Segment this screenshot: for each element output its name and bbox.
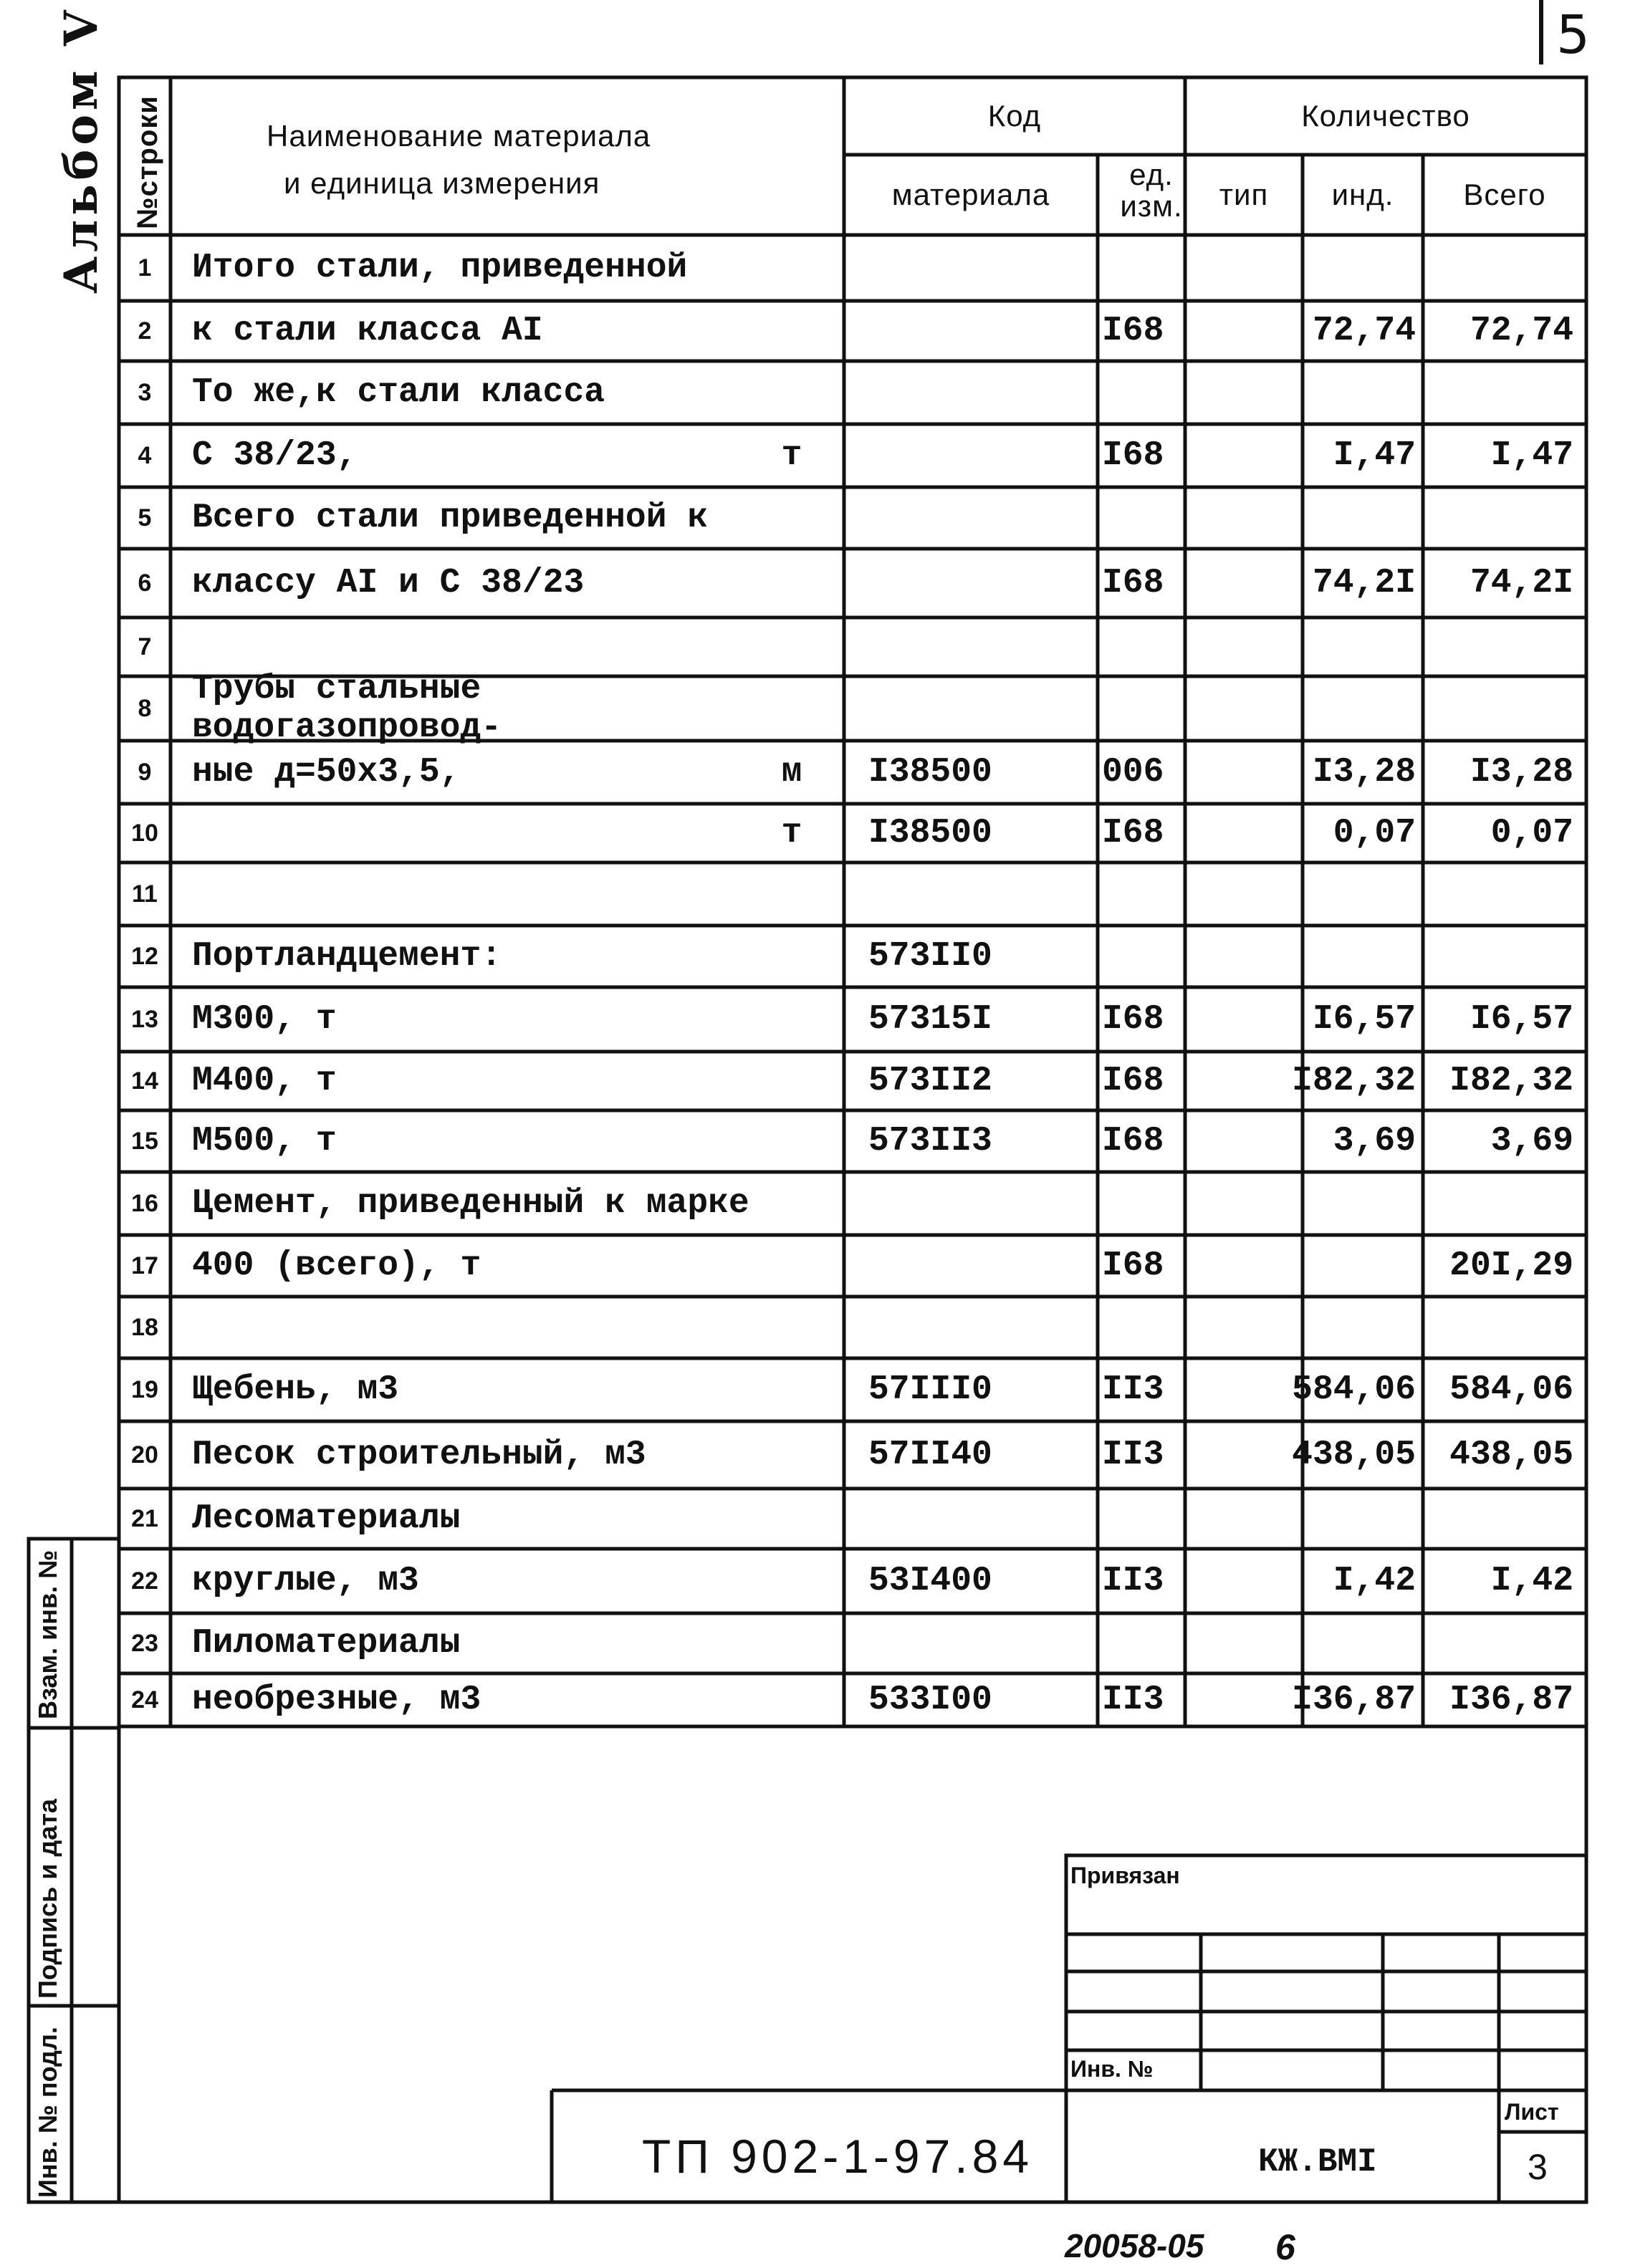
footer-page-number: 6 [1275, 2227, 1295, 2267]
row-number: 14 [131, 1067, 158, 1095]
row-number: 12 [131, 942, 158, 970]
unit-code [1098, 676, 1185, 741]
material-code: I38500 [868, 753, 992, 792]
footer-doc-number: 20058-05 [1065, 2227, 1204, 2264]
material-code [844, 1489, 1098, 1549]
qty-total [1423, 487, 1586, 549]
material-code [844, 862, 1098, 926]
material-code: 53I400 [868, 1562, 992, 1600]
qty-total [1423, 361, 1586, 424]
material-code: 573II2 [868, 1062, 992, 1100]
qty-ind: I6,57 [1312, 1000, 1416, 1039]
unit-symbol [745, 361, 838, 424]
unit-code [1098, 1489, 1185, 1549]
row-number: 15 [131, 1127, 158, 1155]
qty-total [1423, 235, 1586, 301]
unit-symbol [745, 1172, 838, 1235]
material-name: Лесоматериалы [192, 1499, 461, 1538]
qty-total: I3,28 [1470, 753, 1573, 792]
unit-code [1098, 1172, 1185, 1235]
row-number: 17 [131, 1251, 158, 1279]
side-label-inv-podl: Инв. № подл. [33, 2027, 62, 2198]
unit-symbol: т [781, 814, 802, 852]
row-number: 10 [131, 819, 158, 847]
unit-code: II3 [1102, 1370, 1164, 1409]
qty-type [1185, 1358, 1303, 1421]
qty-ind [1303, 926, 1423, 987]
unit-code: I68 [1102, 1000, 1164, 1039]
qty-ind [1303, 487, 1423, 549]
qty-total [1423, 618, 1586, 676]
material-name: Итого стали, приведенной [192, 249, 688, 287]
material-code [844, 676, 1098, 741]
unit-symbol [745, 1489, 838, 1549]
qty-ind [1303, 1235, 1423, 1297]
qty-type [1185, 1421, 1303, 1489]
material-name: к стали класса AI [192, 312, 543, 350]
material-name: Пиломатериалы [192, 1624, 461, 1663]
material-name: Цемент, приведенный к марке [192, 1184, 749, 1223]
material-code [844, 1297, 1098, 1358]
stamp-privyazan: Привязан [1070, 1863, 1180, 1888]
header-quantity: Количество [1301, 99, 1470, 133]
stamp-sheet-value: 3 [1528, 2147, 1548, 2187]
unit-code [1098, 1613, 1185, 1673]
qty-type [1185, 1297, 1303, 1358]
qty-type [1185, 1172, 1303, 1235]
material-name: круглые, м3 [192, 1562, 419, 1600]
unit-symbol [745, 618, 838, 676]
material-name: М500, т [192, 1122, 337, 1161]
qty-type [1185, 741, 1303, 804]
header-code: Код [987, 99, 1042, 133]
unit-code: I68 [1102, 1122, 1164, 1161]
unit-code [1098, 618, 1185, 676]
qty-total [1423, 862, 1586, 926]
unit-code [1098, 361, 1185, 424]
qty-total [1423, 1297, 1586, 1358]
material-name: С 38/23, [192, 436, 358, 475]
side-label-podpis: Подпись и дата [33, 1799, 62, 1999]
unit-symbol [745, 862, 838, 926]
material-name: М400, т [192, 1062, 337, 1100]
qty-type [1185, 676, 1303, 741]
unit-code: 006 [1102, 753, 1164, 792]
material-name [179, 618, 781, 676]
material-code [844, 1172, 1098, 1235]
qty-ind [1303, 1297, 1423, 1358]
qty-type [1185, 487, 1303, 549]
qty-ind: 584,06 [1292, 1370, 1416, 1409]
qty-total: 584,06 [1449, 1370, 1573, 1409]
material-name: ные д=50х3,5, [192, 753, 461, 792]
unit-symbol [745, 549, 838, 618]
material-code: 57315I [868, 1000, 992, 1039]
unit-code: II3 [1102, 1562, 1164, 1600]
qty-ind: 72,74 [1312, 312, 1416, 350]
qty-ind [1303, 676, 1423, 741]
qty-ind [1303, 361, 1423, 424]
unit-code: I68 [1102, 436, 1164, 475]
qty-ind: 3,69 [1333, 1122, 1416, 1161]
header-unit-line1: ед. [1129, 158, 1174, 191]
header-total: Всего [1463, 178, 1546, 211]
material-code [844, 361, 1098, 424]
qty-type [1185, 1489, 1303, 1549]
row-number: 21 [131, 1504, 158, 1532]
qty-type [1185, 1549, 1303, 1613]
material-name: необрезные, м3 [192, 1681, 481, 1719]
material-code: I38500 [868, 814, 992, 852]
row-number: 13 [131, 1005, 158, 1033]
qty-total [1423, 1172, 1586, 1235]
stamp-mark: КЖ.ВМI [1258, 2143, 1377, 2181]
header-ind: инд. [1331, 178, 1394, 211]
unit-code: II3 [1102, 1681, 1164, 1719]
material-code [844, 618, 1098, 676]
header-type: тип [1219, 178, 1269, 211]
unit-symbol [745, 1358, 838, 1421]
qty-type [1185, 1673, 1303, 1726]
row-number: 9 [138, 758, 152, 786]
material-code [844, 1235, 1098, 1297]
unit-symbol [745, 1052, 838, 1110]
header-unit [1118, 159, 1185, 222]
row-number: 3 [138, 378, 152, 406]
qty-ind: I82,32 [1292, 1062, 1416, 1100]
material-name: Трубы стальные водогазопровод- [192, 670, 502, 747]
header-name-line2: и единица измерения [284, 166, 600, 200]
unit-symbol [745, 676, 838, 741]
material-code [844, 301, 1098, 361]
stamp-doc-code: ТП 902-1-97.84 [642, 2130, 1034, 2183]
unit-symbol [745, 1235, 838, 1297]
qty-ind: 74,2I [1312, 564, 1416, 602]
qty-type [1185, 987, 1303, 1052]
unit-code: I68 [1102, 312, 1164, 350]
stamp-inv-no: Инв. № [1070, 2056, 1154, 2082]
row-number: 18 [131, 1313, 158, 1341]
unit-code [1098, 1297, 1185, 1358]
row-number: 7 [138, 633, 152, 660]
unit-code: I68 [1102, 814, 1164, 852]
qty-type [1185, 618, 1303, 676]
material-name [179, 862, 781, 926]
qty-type [1185, 361, 1303, 424]
row-number: 11 [132, 880, 158, 908]
row-number: 16 [131, 1189, 158, 1217]
qty-ind: I36,87 [1292, 1681, 1416, 1719]
qty-type [1185, 424, 1303, 487]
qty-ind [1303, 1613, 1423, 1673]
side-label-vzam: Взам. инв. № [33, 1549, 62, 1719]
material-name [179, 1297, 781, 1358]
unit-symbol [745, 1297, 838, 1358]
row-number: 19 [131, 1375, 158, 1403]
qty-ind [1303, 618, 1423, 676]
qty-total [1423, 676, 1586, 741]
material-name: Щебень, м3 [192, 1370, 399, 1409]
row-number: 22 [131, 1567, 158, 1595]
album-label: Альбом V [54, 6, 108, 294]
material-code: 573II3 [868, 1122, 992, 1161]
qty-total [1423, 1613, 1586, 1673]
material-code: 57III0 [868, 1370, 992, 1409]
material-name: М300, т [192, 1000, 337, 1039]
qty-ind [1303, 1489, 1423, 1549]
qty-total: 72,74 [1470, 312, 1573, 350]
material-name: Портландцемент: [192, 937, 502, 976]
qty-type [1185, 1052, 1303, 1110]
qty-ind: 438,05 [1292, 1436, 1416, 1474]
unit-code [1098, 926, 1185, 987]
qty-total [1423, 926, 1586, 987]
qty-ind [1303, 862, 1423, 926]
unit-symbol [745, 1421, 838, 1489]
material-name: То же,к стали класса [192, 373, 605, 412]
unit-symbol [745, 1673, 838, 1726]
unit-symbol: т [781, 436, 802, 475]
header-row-number: №строки [132, 95, 163, 229]
unit-code: I68 [1102, 564, 1164, 602]
qty-total: 438,05 [1449, 1436, 1573, 1474]
material-name [179, 804, 781, 862]
header-material: материала [891, 178, 1050, 211]
unit-symbol: м [781, 753, 802, 792]
qty-total [1423, 1489, 1586, 1549]
row-number: 4 [138, 441, 152, 469]
material-code [844, 235, 1098, 301]
material-name: 400 (всего), т [192, 1246, 481, 1285]
stamp-sheet-label: Лист [1505, 2099, 1559, 2125]
row-number: 1 [138, 254, 152, 282]
qty-total: I,42 [1490, 1562, 1573, 1600]
qty-ind: I,42 [1333, 1562, 1416, 1600]
qty-ind [1303, 1172, 1423, 1235]
material-name: Песок строительный, м3 [192, 1436, 646, 1474]
unit-code: I68 [1102, 1246, 1164, 1285]
material-name: классу AI и С 38/23 [192, 564, 585, 602]
row-number: 2 [138, 317, 152, 345]
qty-type [1185, 804, 1303, 862]
qty-ind: 0,07 [1333, 814, 1416, 852]
unit-code [1098, 235, 1185, 301]
qty-total: 0,07 [1490, 814, 1573, 852]
material-code [844, 549, 1098, 618]
qty-ind [1303, 235, 1423, 301]
header-name-line1: Наименование материала [267, 119, 651, 153]
unit-code: I68 [1102, 1062, 1164, 1100]
unit-code [1098, 862, 1185, 926]
qty-ind: I,47 [1333, 436, 1416, 475]
row-number: 20 [131, 1441, 158, 1469]
header-unit-line2: изм. [1120, 189, 1183, 223]
qty-total: I,47 [1490, 436, 1573, 475]
qty-total: I82,32 [1449, 1062, 1573, 1100]
unit-code: II3 [1102, 1436, 1164, 1474]
unit-symbol [745, 926, 838, 987]
top-sheet-number: 5 [1556, 4, 1591, 66]
qty-total: 3,69 [1490, 1122, 1573, 1161]
qty-type [1185, 301, 1303, 361]
row-number: 5 [138, 504, 152, 532]
unit-symbol [745, 487, 838, 549]
qty-total: 20I,29 [1449, 1246, 1573, 1285]
row-number: 24 [131, 1686, 158, 1714]
row-number: 23 [131, 1629, 158, 1657]
qty-total: I36,87 [1449, 1681, 1573, 1719]
unit-symbol [745, 301, 838, 361]
unit-symbol [745, 1110, 838, 1172]
unit-symbol [745, 1549, 838, 1613]
material-code: 57II40 [868, 1436, 992, 1474]
unit-code [1098, 487, 1185, 549]
qty-type [1185, 926, 1303, 987]
unit-symbol [745, 235, 838, 301]
material-code: 573II0 [868, 937, 992, 976]
qty-total: I6,57 [1470, 1000, 1573, 1039]
qty-ind: I3,28 [1312, 753, 1416, 792]
qty-type [1185, 235, 1303, 301]
qty-type [1185, 1613, 1303, 1673]
qty-type [1185, 1110, 1303, 1172]
unit-symbol [745, 987, 838, 1052]
material-code [844, 487, 1098, 549]
material-code: 533I00 [868, 1681, 992, 1719]
qty-type [1185, 862, 1303, 926]
material-name: Всего стали приведенной к [192, 499, 709, 537]
qty-type [1185, 549, 1303, 618]
row-number: 6 [138, 569, 152, 597]
material-code [844, 424, 1098, 487]
row-number: 8 [138, 694, 152, 722]
qty-total: 74,2I [1470, 564, 1573, 602]
unit-symbol [745, 1613, 838, 1673]
material-code [844, 1613, 1098, 1673]
qty-type [1185, 1235, 1303, 1297]
